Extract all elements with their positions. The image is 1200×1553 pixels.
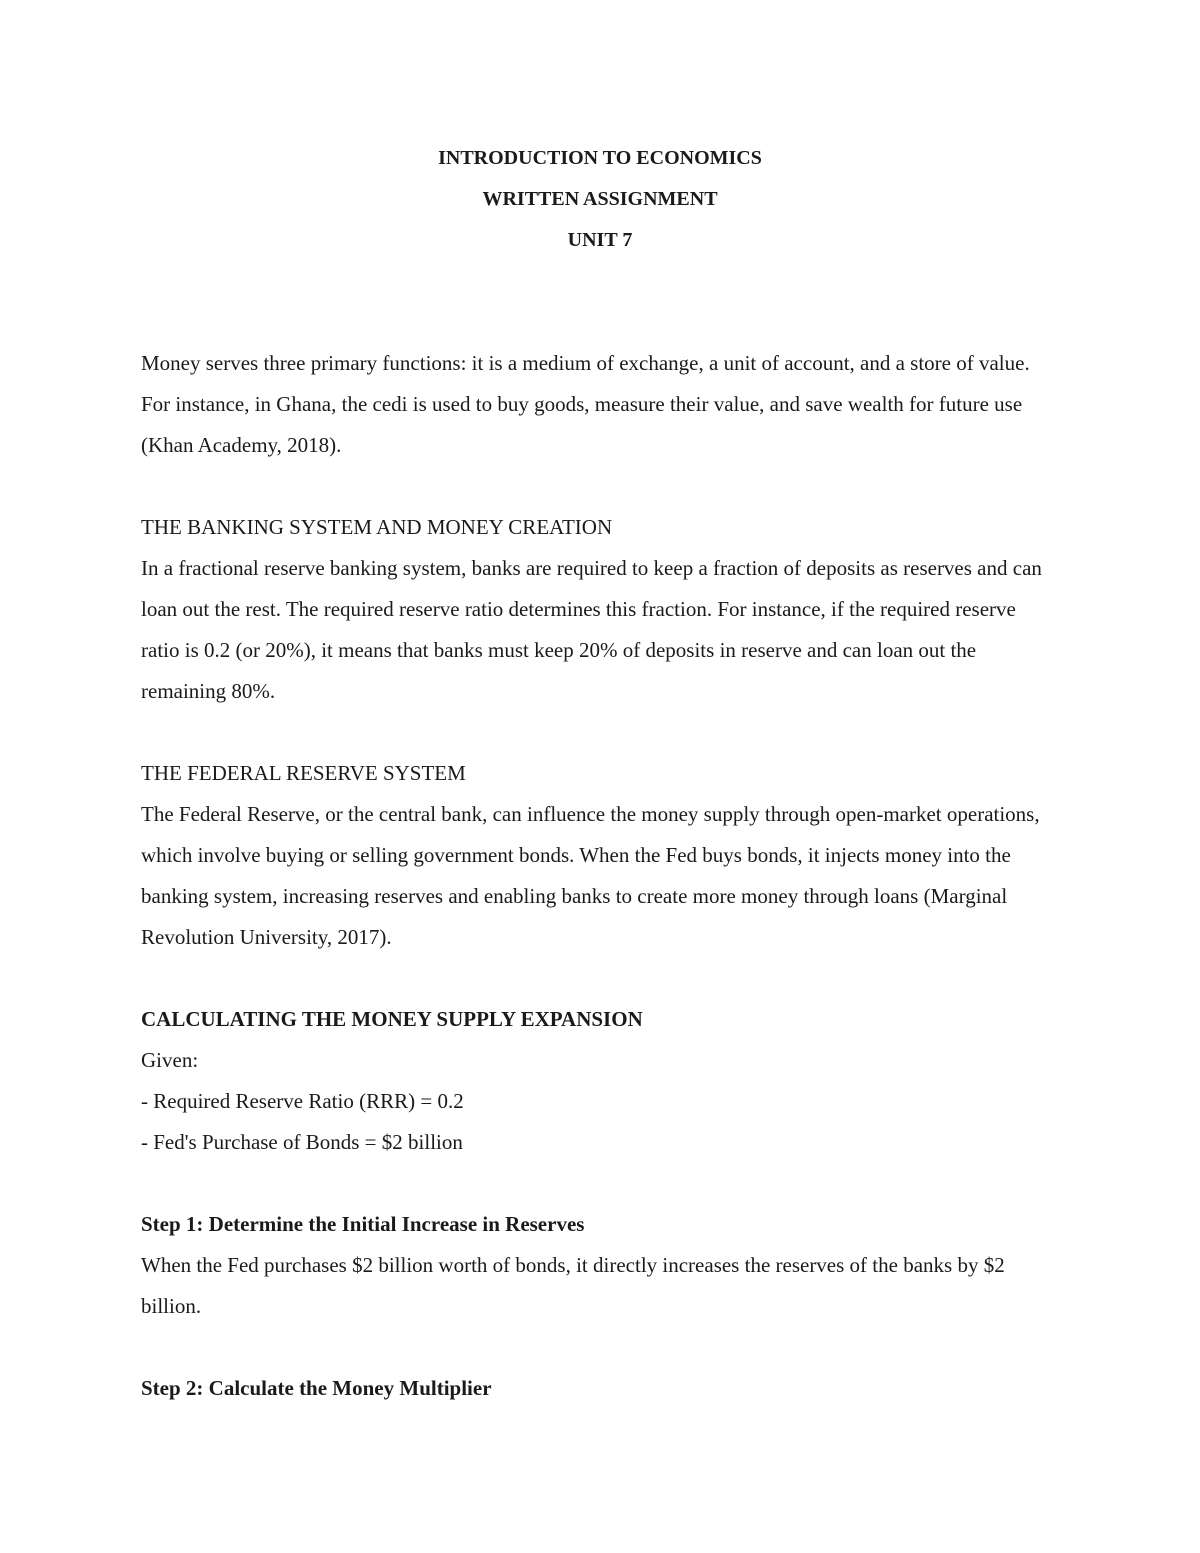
given-label: Given: xyxy=(141,1048,199,1072)
step2-heading: Step 2: Calculate the Money Multiplier xyxy=(141,1376,492,1400)
banking-paragraph: In a fractional reserve banking system, banks are required to keep a fraction of deposits as reserves and can loan out the rest. The required reserve ratio determines this fraction. For instance, if the required reserve ratio is 0.2 (or 20%), it means that banks must keep 20% of deposits in reserve and can loan out the remaining 80%. xyxy=(141,556,1042,703)
fed-paragraph: The Federal Reserve, or the central bank, can influence the money supply through open-market operations, which involve buying or selling government bonds. When the Fed buys bonds, it injects money into the banking system, increasing reserves and enabling banks to create more money through loans (Marginal Revolution University, 2017). xyxy=(141,802,1040,949)
fed-heading: THE FEDERAL RESERVE SYSTEM xyxy=(141,761,466,785)
given-item-bonds: - Fed's Purchase of Bonds = $2 billion xyxy=(141,1130,463,1154)
banking-heading: THE BANKING SYSTEM AND MONEY CREATION xyxy=(141,515,613,539)
spacer xyxy=(141,712,1059,753)
spacer xyxy=(141,1163,1059,1204)
step1-paragraph: When the Fed purchases $2 billion worth of bonds, it directly increases the reserves of the banks by $2 billion. xyxy=(141,1253,1005,1318)
given-list xyxy=(141,1081,1059,1163)
spacer xyxy=(141,466,1059,507)
course-title: INTRODUCTION TO ECONOMICS xyxy=(438,147,762,169)
document-content xyxy=(141,138,1059,1409)
unit-title: UNIT 7 xyxy=(567,229,633,251)
step1-heading: Step 1: Determine the Initial Increase in Reserves xyxy=(141,1212,585,1236)
intro-paragraph: Money serves three primary functions: it is a medium of exchange, a unit of account, and a store of value. For instance, in Ghana, the cedi is used to buy goods, measure their value, and save wealth for future use (Khan Academy, 2018). xyxy=(141,351,1030,457)
spacer xyxy=(141,1327,1059,1368)
calc-heading: CALCULATING THE MONEY SUPPLY EXPANSION xyxy=(141,1007,643,1031)
title-block xyxy=(141,138,1059,261)
spacer xyxy=(141,261,1059,343)
spacer xyxy=(141,958,1059,999)
assignment-title: WRITTEN ASSIGNMENT xyxy=(482,188,718,210)
given-item-rrr: - Required Reserve Ratio (RRR) = 0.2 xyxy=(141,1089,464,1113)
